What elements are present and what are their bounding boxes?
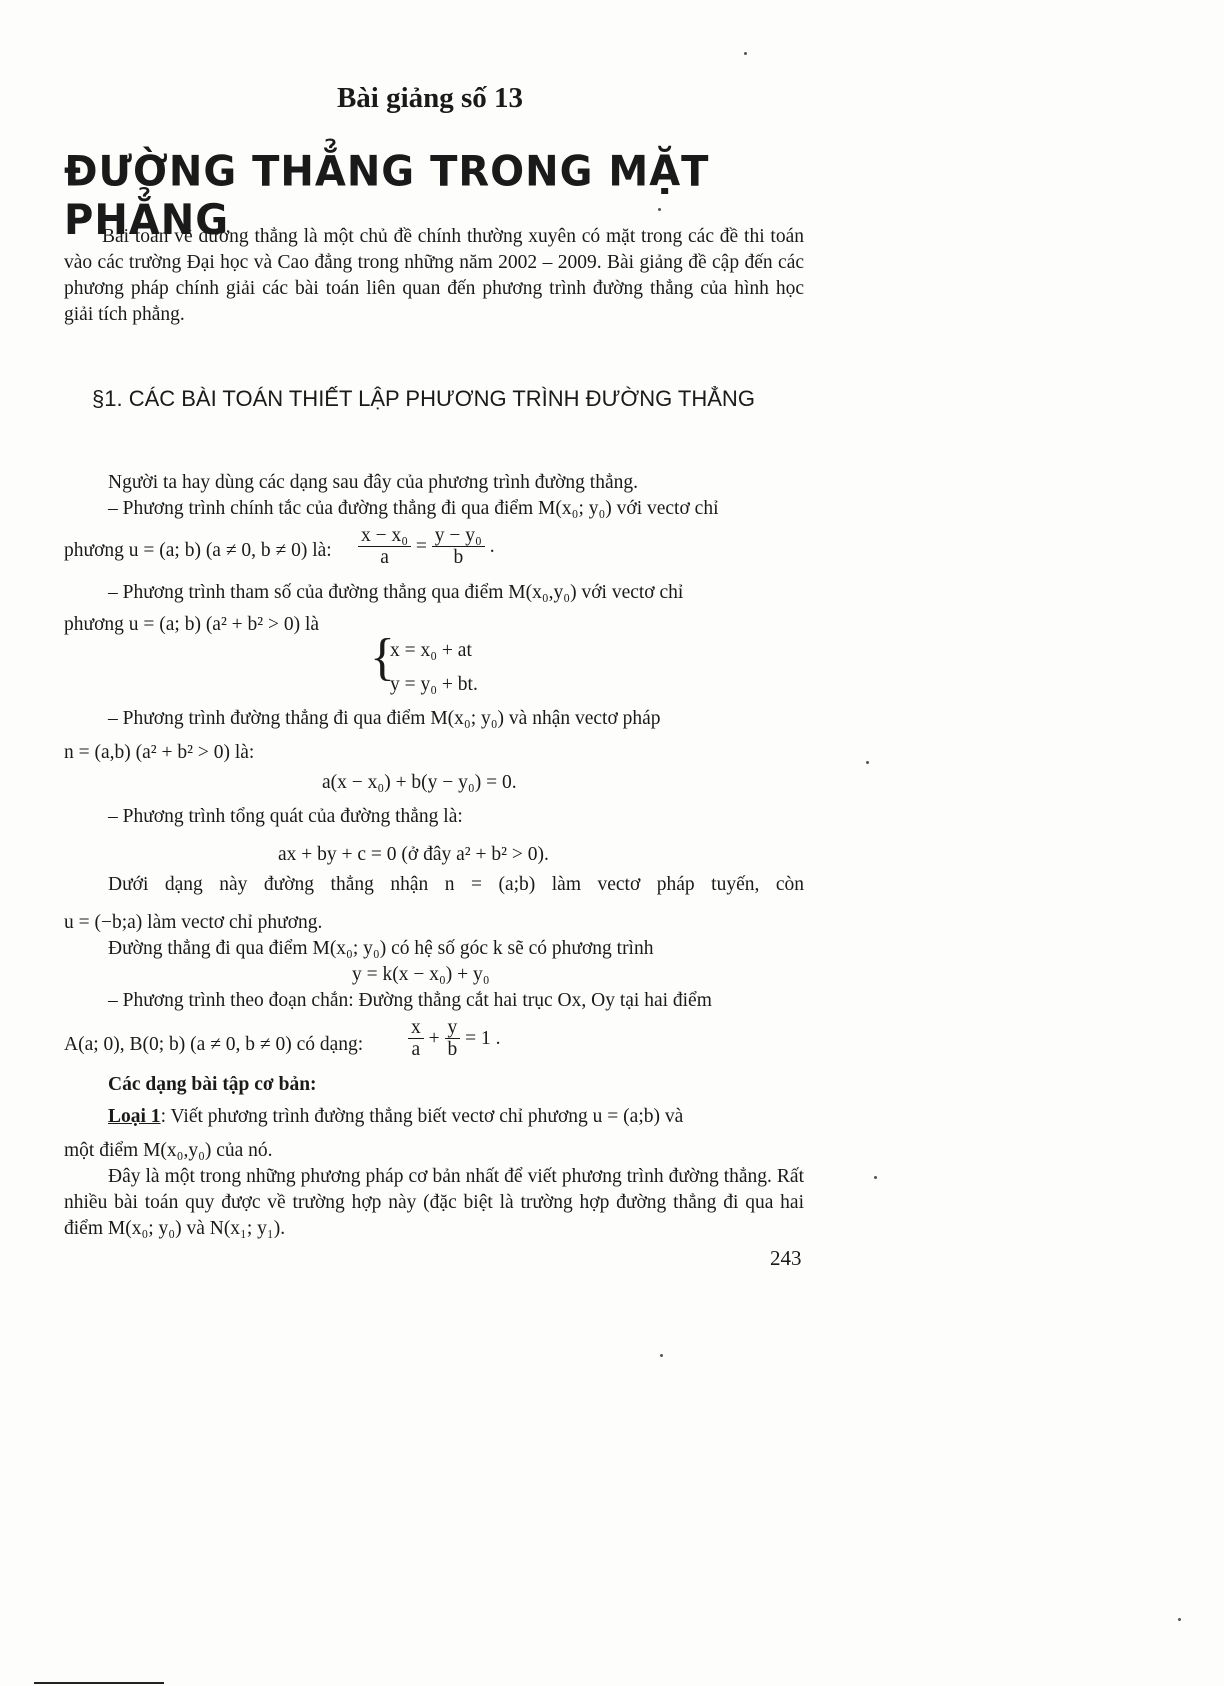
text-line: u = (−b;a) làm vectơ chỉ phương. xyxy=(64,912,323,933)
speck xyxy=(1178,1618,1181,1621)
text-line: Người ta hay dùng các dạng sau đây của phương trình đường thẳng. xyxy=(108,472,638,493)
text-line: – Phương trình theo đoạn chắn: Đường thẳng cắt hai trục Ox, Oy tại hai điểm xyxy=(108,990,712,1011)
text-line: – Phương trình tổng quát của đường thẳng là: xyxy=(108,806,463,827)
section-heading: §1. CÁC BÀI TOÁN THIẾT LẬP PHƯƠNG TRÌNH ĐƯỜNG THẲNG xyxy=(92,386,755,411)
type1-text: : Viết phương trình đường thẳng biết vectơ chỉ phương u = (a;b) và xyxy=(160,1106,684,1127)
footer-rule xyxy=(34,1682,164,1684)
speck xyxy=(660,1354,663,1357)
basic-exercises-heading: Các dạng bài tập cơ bản: xyxy=(108,1074,317,1095)
denominator: b xyxy=(453,547,464,568)
fraction xyxy=(408,1018,424,1061)
canonical-equation: $\frac{\text{x − x₀}}{a}$ = $\frac{\text{y − y₀}}{b}$ . xyxy=(358,526,495,569)
lecture-label: Bài giảng số 13 xyxy=(336,82,524,114)
numerator: x xyxy=(408,1018,424,1039)
speck xyxy=(744,52,747,55)
text-line: một điểm M(x₀,y₀) của nó. xyxy=(64,1140,273,1161)
system-line: x = x₀ + at xyxy=(390,640,472,661)
text-line: phương u = (a; b) (a ≠ 0, b ≠ 0) là: xyxy=(64,540,332,561)
fraction xyxy=(358,526,411,569)
system-line: y = y₀ + bt. xyxy=(390,674,478,695)
type1-label: Loại 1 xyxy=(108,1106,161,1127)
system-brace: { xyxy=(370,629,395,686)
paragraph: Đây là một trong những phương pháp cơ bản nhất để viết phương trình đường thẳng. Rất nhiều bài toán quy được về trường hợp này (đặc biệt là trường hợp đường thẳng đi qua hai điểm M(x₀; y₀) và N(x₁; y₁). xyxy=(64,1166,804,1239)
numerator: y − y₀ xyxy=(432,526,485,547)
chapter-title: ĐƯỜNG THẲNG TRONG MẶT PHẲNG xyxy=(64,147,710,245)
speck xyxy=(866,761,869,764)
fraction xyxy=(432,526,485,569)
equation: ax + by + c = 0 (ở đây a² + b² > 0). xyxy=(278,844,549,865)
equation: y = k(x − x₀) + y₀ xyxy=(352,964,490,985)
equation: a(x − x₀) + b(y − y₀) = 0. xyxy=(322,772,517,793)
text-line: – Phương trình đường thẳng đi qua điểm M(x₀; y₀) và nhận vectơ pháp xyxy=(108,708,661,729)
denominator: b xyxy=(447,1039,458,1060)
text-line: – Phương trình tham số của đường thẳng qua điểm M(x₀,y₀) với vectơ chỉ xyxy=(108,582,684,603)
denominator: a xyxy=(380,547,389,568)
intercept-equation: $\frac{x}{a}$ + $\frac{y}{b}$ = 1 . xyxy=(408,1018,501,1061)
text-line: – Phương trình chính tắc của đường thẳng đi qua điểm M(x₀; y₀) với vectơ chỉ xyxy=(108,498,719,519)
numerator: x − x₀ xyxy=(358,526,411,547)
equation-tail: = 1 . xyxy=(465,1027,501,1049)
page-number: 243 xyxy=(770,1246,802,1270)
numerator: y xyxy=(445,1018,461,1039)
speck xyxy=(658,208,661,211)
type1-line xyxy=(108,1106,683,1128)
text-line: Dưới dạng này đường thẳng nhận n = (a;b) làm vectơ pháp tuyến, còn xyxy=(108,874,804,895)
text-line: Đường thẳng đi qua điểm M(x₀; y₀) có hệ số góc k sẽ có phương trình xyxy=(108,938,654,959)
intro-paragraph: Bài toán về đường thẳng là một chủ đề chính thường xuyên có mặt trong các đề thi toán vào các trường Đại học và Cao đẳng trong những năm 2002 – 2009. Bài giảng đề cập đến các phương pháp chính giải các bài toán liên quan đến phương trình đường thẳng của hình học giải tích phẳng. xyxy=(64,226,804,325)
text-line: A(a; 0), B(0; b) (a ≠ 0, b ≠ 0) có dạng: xyxy=(64,1034,364,1055)
fraction xyxy=(445,1018,461,1061)
text-line: phương u = (a; b) (a² + b² > 0) là xyxy=(64,614,320,635)
text-line: n = (a,b) (a² + b² > 0) là: xyxy=(64,742,255,763)
speck xyxy=(874,1176,877,1179)
denominator: a xyxy=(411,1039,421,1060)
